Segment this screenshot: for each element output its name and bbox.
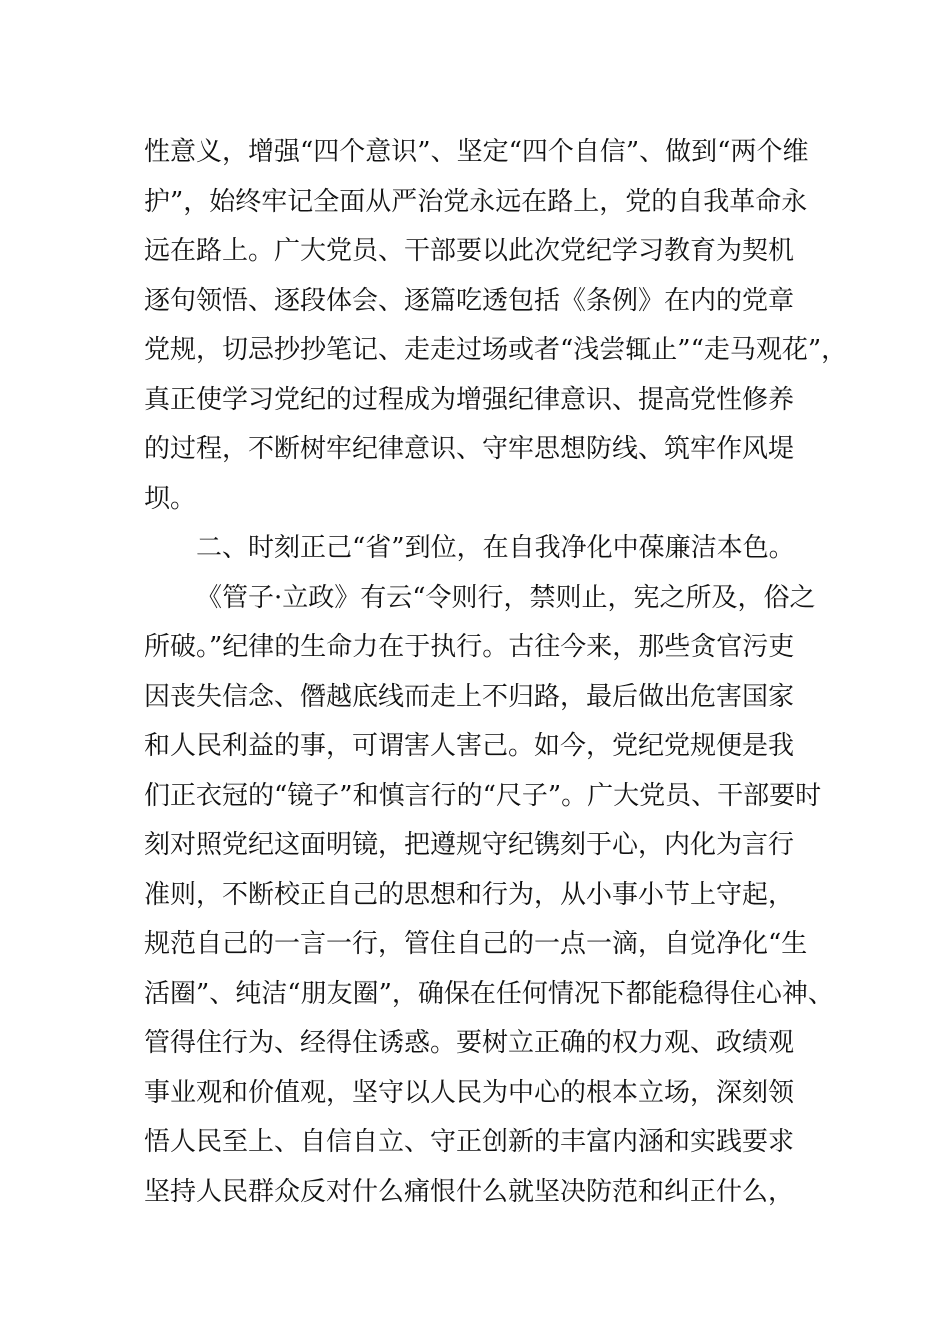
text-line: 悟人民至上、自信自立、守正创新的丰富内涵和实践要求 bbox=[144, 1127, 795, 1157]
body-text bbox=[144, 128, 848, 1217]
text-line: 规范自己的一言一行，管住自己的一点一滴，自觉净化“生 bbox=[144, 929, 808, 959]
text-line: 坚持人民群众反对什么痛恨什么就坚决防范和纠正什么， bbox=[144, 1176, 795, 1207]
text-line: 《管子·立政》有云“令则行，禁则止，宪之所及，俗之 bbox=[196, 582, 816, 613]
text-line: 性意义，增强“四个意识”、坚定“四个自信”、做到“两个维 bbox=[144, 137, 809, 167]
text-line: 事业观和价值观，坚守以人民为中心的根本立场，深刻领 bbox=[144, 1077, 795, 1108]
text-line: 活圈”、纯洁“朋友圈”，确保在任何情况下都能稳得住心神、 bbox=[144, 978, 834, 1009]
text-line: 因丧失信念、僭越底线而走上不归路，最后做出危害国家 bbox=[144, 681, 795, 712]
text-line: 刻对照党纪这面明镜，把遵规守纪镌刻于心，内化为言行 bbox=[144, 830, 795, 860]
text-line: 远在路上。广大党员、干部要以此次党纪学习教育为契机 bbox=[144, 236, 795, 266]
text-line: 准则，不断校正自己的思想和行为，从小事小节上守起， bbox=[144, 879, 795, 910]
text-line: 和人民利益的事，可谓害人害己。如今，党纪党规便是我 bbox=[144, 731, 795, 761]
text-line: 真正使学习党纪的过程成为增强纪律意识、提高党性修养 bbox=[144, 384, 795, 415]
section-heading: 二、时刻正己“省”到位，在自我净化中葆廉洁本色。 bbox=[196, 533, 795, 563]
text-line: 护”，始终牢记全面从严治党永远在路上，党的自我革命永 bbox=[144, 186, 808, 217]
text-line: 党规，切忌抄抄笔记、走走过场或者“浅尝辄止”“走马观花”， bbox=[144, 335, 848, 365]
text-line: 坝。 bbox=[144, 483, 197, 514]
text-line: 的过程，不断树牢纪律意识、守牢思想防线、筑牢作风堤 bbox=[144, 434, 795, 464]
text-line: 所破。”纪律的生命力在于执行。古往今来，那些贪官污吏 bbox=[144, 632, 795, 662]
text-line: 管得住行为、经得住诱惑。要树立正确的权力观、政绩观 bbox=[144, 1028, 795, 1058]
text-line: 逐句领悟、逐段体会、逐篇吃透包括《条例》在内的党章 bbox=[144, 285, 795, 316]
text-line: 们正衣冠的“镜子”和慎言行的“尺子”。广大党员、干部要时 bbox=[144, 780, 822, 811]
